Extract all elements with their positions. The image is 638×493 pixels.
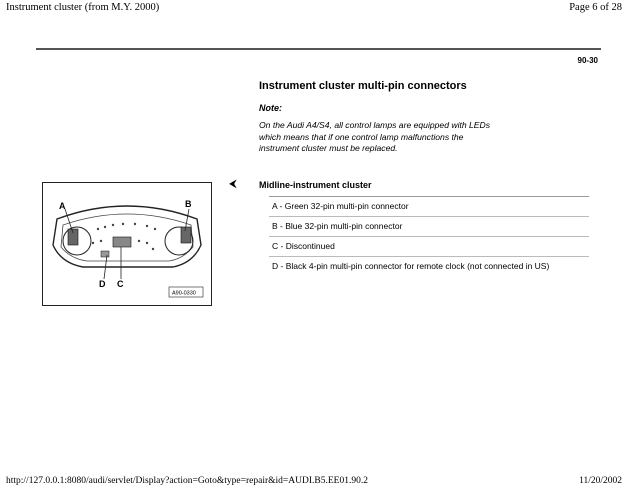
header-divider xyxy=(36,48,601,50)
callout-d: D xyxy=(99,279,106,289)
pointer-left-icon: ⮜ xyxy=(229,178,237,190)
callout-c: C xyxy=(117,279,124,289)
legend-list xyxy=(269,196,589,276)
legend-item: B - Blue 32-pin multi-pin connector xyxy=(269,216,589,236)
repair-group-number: 90-30 xyxy=(577,56,598,65)
document-header-title: Instrument cluster (from M.Y. 2000) xyxy=(6,2,160,13)
legend-item: A - Green 32-pin multi-pin connector xyxy=(269,196,589,216)
page-indicator: Page 6 of 28 xyxy=(569,2,622,13)
legend-item: D - Black 4-pin multi-pin connector for remote clock (not connected in US) xyxy=(269,256,589,276)
footer-date: 11/20/2002 xyxy=(579,476,622,486)
figure-reference: A90-0330 xyxy=(172,290,196,297)
note-label: Note: xyxy=(259,103,282,113)
footer-url: http://127.0.0.1:8080/audi/servlet/Display?action=Goto&type=repair&id=AUDI.B5.EE01.90.2 xyxy=(6,476,368,486)
instrument-cluster-figure xyxy=(42,182,212,306)
section-title: Instrument cluster multi-pin connectors xyxy=(259,80,467,92)
callout-a: A xyxy=(59,201,66,211)
legend-item: C - Discontinued xyxy=(269,236,589,256)
note-text: On the Audi A4/S4, all control lamps are equipped with LEDs which means that if one control lamp malfunctions the instrument cluster must be replaced. xyxy=(259,120,491,153)
instrument-cluster-drawing xyxy=(43,183,211,305)
callout-b: B xyxy=(185,199,192,209)
subsection-title: Midline-instrument cluster xyxy=(259,180,372,190)
